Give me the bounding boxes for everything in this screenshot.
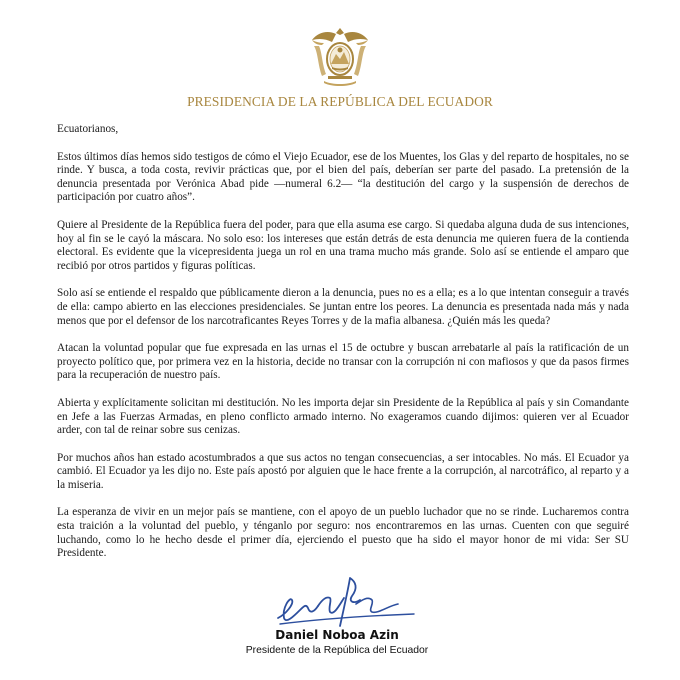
letter-paragraph-2: Quiere al Presidente de la República fuera del poder, para que ella asuma ese cargo. Si quedaba alguna duda de sus intenciones, hoy al fin se le cayó la máscara. No solo eso: los intereses que están detrás de esta denuncia me quieren fuera de la contienda electoral. Es evidente que la vicepresidenta juega un rol en una trama mucho más grande. Solo así se entiende el amparo que recibió por otros partidos y figuras políticas. <box>57 218 629 272</box>
signatory-name: Daniel Noboa Azin <box>275 628 399 642</box>
letter-paragraph-6: Por muchos años han estado acostumbrados a que sus actos no tengan consecuencias, a ser intocables. No más. El Ecuador ya cambió. El Ecuador ya les dijo no. Este país apostó por alguien que le hace frente a la corrupción, al narcotráfico, al reparto y a la miseria. <box>57 451 629 491</box>
signatory-title: Presidente de la República del Ecuador <box>245 645 429 656</box>
handwritten-signature-icon <box>272 574 420 634</box>
letter-body <box>57 123 629 575</box>
ecuador-coat-of-arms-icon <box>306 26 374 88</box>
letter-paragraph-1: Estos últimos días hemos sido testigos de cómo el Viejo Ecuador, ese de los Muentes, los Glas y del reparto de hospitales, no se rinde. Y busca, a toda costa, revivir prácticas que, por el bien del país, deberían ser parte del pasado. La pretensión de la denuncia presentada por Verónica Abad pide —numeral 6.2— “la destitución del cargo y la suspensión de derechos de participación por cuatro años”. <box>57 150 629 204</box>
letter-paragraph-5: Abierta y explícitamente solicitan mi destitución. No les importa dejar sin Presidente de la República al país y sin Comandante en Jefe a las Fuerzas Armadas, en pleno conflicto armado interno. No exageramos cuando dijimos: quieren ver al Ecuador arder, con tal de reinar sobre sus cenizas. <box>57 396 629 437</box>
letter-paragraph-3: Solo así se entiende el respaldo que públicamente dieron a la denuncia, pues no es a ella; es a lo que intentan conseguir a través de ella: campo abierto en las elecciones presidenciales. Se juntan entre los peores. La denuncia es presentada nada más y nada menos que por el defensor de los narcotraficantes Reyes Torres y de la mafia albanesa. ¿Quién más les queda? <box>57 287 629 327</box>
letterhead-title: PRESIDENCIA DE LA REPÚBLICA DEL ECUADOR <box>187 94 493 109</box>
letter-paragraph-4: Atacan la voluntad popular que fue expresada en las urnas el 15 de octubre y buscan arrebatarle al país la ratificación de un proyecto político que, por primera vez en la historia, decide no transar con la corrupción ni con mafiosos y que da pasos firmes para la recuperación de nuestro país. <box>57 342 629 382</box>
letter-paragraph-7: La esperanza de vivir en un mejor país se mantiene, con el apoyo de un pueblo luchador que no se rinde. Lucharemos contra esta traición a la voluntad del pueblo, y ténganlo por seguro: nos encontraremos en las urnas. Cuenten con que seguiré luchando, como lo he hecho desde el primer día, ejerciendo el puesto que ha sido el mayor honor de mi vida: Ser SU Presidente. <box>57 506 629 560</box>
letter-greeting: Ecuatorianos, <box>57 123 119 135</box>
